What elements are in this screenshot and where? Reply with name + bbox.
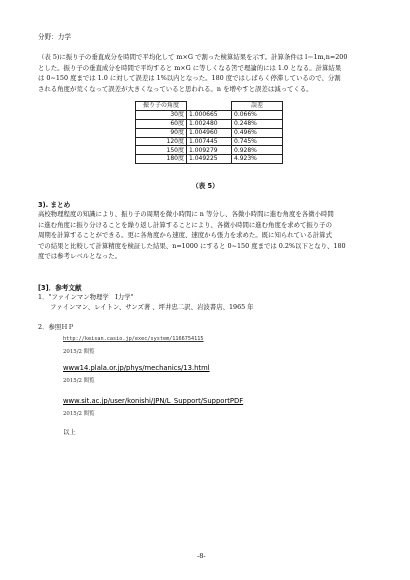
table-row [136,146,283,155]
cell-error: 0.496% [232,128,283,137]
cell-error: 0.745% [232,137,283,146]
reference-link-plala[interactable]: www14.plala.or.jp/phys/mechanics/13.html [63,364,210,372]
cell-error: 0.248% [232,119,283,128]
table-row [136,110,283,119]
reference-link-casio-date: 2015/2 閲覧 [63,349,95,355]
cell-angle: 90度 [136,128,187,137]
summary-line: 度では参考レベルとなった。 [38,252,122,260]
end-mark: 以上 [63,428,76,436]
header-error: 誤差 [232,102,283,111]
header-result [187,102,232,111]
cell-angle: 150度 [136,146,187,155]
reference-1-title: 1．"ファインマン物理学 Ⅰ力学" [38,293,134,301]
reference-2-title: 2．参照ＨＰ [38,323,75,331]
table-row [136,128,283,137]
page-number: -8- [197,552,206,560]
intro-line: とした。振り子の垂直成分を時間で平均すると m×G に等しくなる筈で理論的には 1.0 となる。計算結果 [38,63,342,72]
cell-error: 0.928% [232,146,283,155]
cell-error: 4.923% [232,155,283,164]
header-angle: 振り子の角度 [136,102,187,111]
summary-line: に進む角度に振り分けることを繰り返し計算することにより、各微小時間に進む角度を求めて振り子の [38,220,332,229]
table-row [136,137,283,146]
summary-line: での結果と比較して計算精度を検証した結果、n=1000 にすると 0~150 度までは 0.2%以下となり、180 [38,241,346,250]
summary-heading: 3). まとめ [38,201,71,209]
intro-line: される角度が荒くなって誤差が大きくなっていると思われる。n を増やすと誤差は減ってくる。 [38,84,313,93]
cell-result: 1.009279 [187,146,232,155]
summary-line: 高校物理程度の知識により、振り子の周期を微小時間に n 等分し、各微小時間に進む角度を各微小時間 [38,210,334,218]
reference-link-sit-date: 2015/2 閲覧 [63,411,95,417]
cell-result: 1.049225 [187,155,232,164]
cell-error: 0.066% [232,110,283,119]
cell-result: 1.000665 [187,110,232,119]
table-row [136,155,283,164]
summary-paragraph [38,209,374,262]
cell-angle: 120度 [136,137,187,146]
intro-line: は 0~150 度までは 1.0 に対して誤差は 1%以内となった。180 度ではしばらく停滞しているので、分割 [38,74,341,82]
cell-angle: 30度 [136,110,187,119]
table-row [136,119,283,128]
reference-link-plala-date: 2015/2 閲覧 [63,378,95,384]
cell-result: 1.002480 [187,119,232,128]
summary-line: 周期を計算することができる。更に各角度から速度、速度から張力を求めた。既に知られている計算式 [38,231,332,239]
field-label: 分野：力学 [38,33,71,41]
results-table [135,101,283,164]
reference-link-sit[interactable]: www.sit.ac.jp/user/konishi/JPN/L_Support/SupportPDF [63,397,244,405]
cell-angle: 60度 [136,119,187,128]
references-heading: [3]．参考文献 [38,284,82,292]
cell-result: 1.004960 [187,128,232,137]
table-header-row [136,102,283,111]
reference-link-casio[interactable]: http://keisan.casio.jp/exec/system/1166754115 [63,336,204,342]
intro-paragraph [38,52,374,94]
reference-1-detail: ファインマン、レイトン、サンズ著 、坪井忠二訳、岩波書店、1965 年 [50,303,254,311]
table-caption: （表 5） [192,182,219,190]
intro-line: （表 5)に振り子の垂直成分を時間で平均化して m×G で割った検算結果を示す。計算条件は l＝1m,n=200 [38,53,348,61]
cell-result: 1.007445 [187,137,232,146]
cell-angle: 180度 [136,155,187,164]
